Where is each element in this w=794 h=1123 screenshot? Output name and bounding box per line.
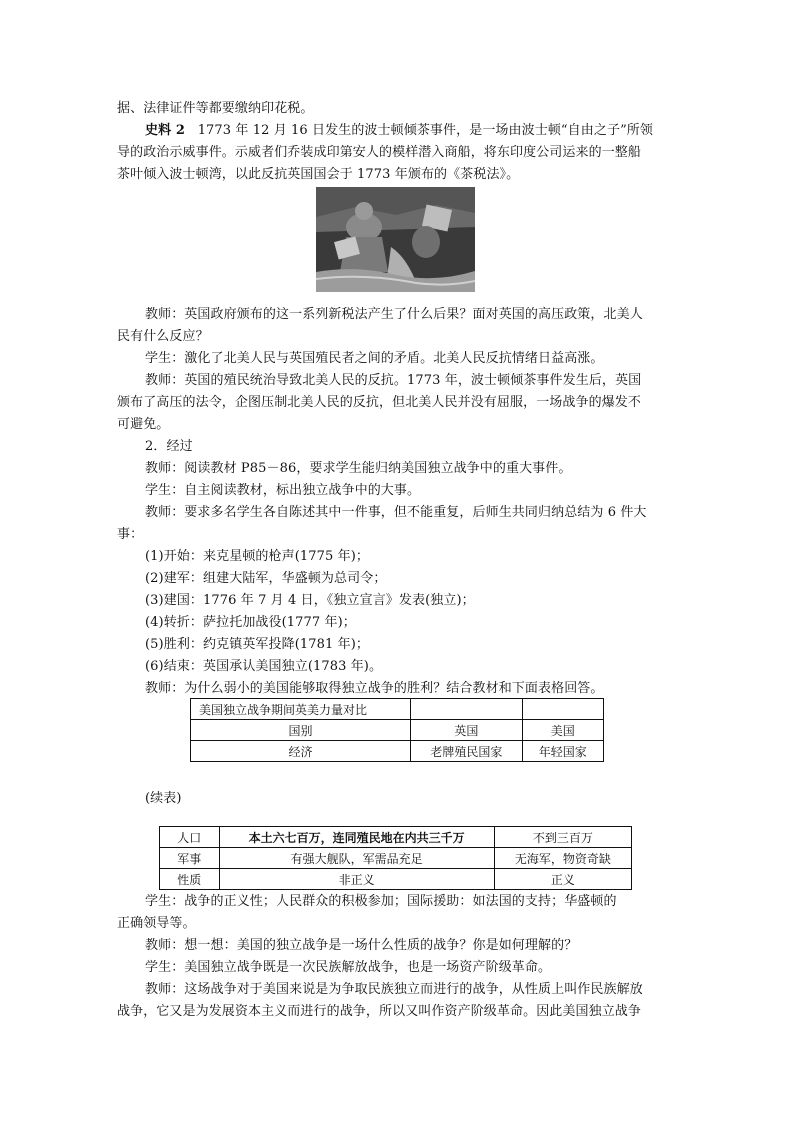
event-item: (1)开始：来克星顿的枪声(1775 年)； [145, 549, 369, 564]
table-cell: 老牌殖民国家 [411, 741, 523, 762]
table-row [160, 827, 632, 848]
paragraph-line: 学生：战争的正义性；人民群众的积极参加；国际援助：如法国的支持；华盛顿的 [145, 894, 617, 909]
paragraph-line: 事： [117, 527, 144, 542]
table-header-cell: 国别 [191, 720, 411, 741]
table-caption-cell: 美国独立战争期间英美力量对比 [191, 699, 411, 720]
event-item: (3)建国：1776 年 7 月 4 日，《独立宣言》发表(独立)； [145, 593, 475, 608]
paragraph-line: 学生：自主阅读教材，标出独立战争中的大事。 [145, 483, 421, 498]
paragraph-line: 学生：美国独立战争既是一次民族解放战争，也是一场资产阶级革命。 [145, 960, 552, 975]
table-cell: 年轻国家 [522, 741, 603, 762]
table-cell [522, 699, 603, 720]
table-cell: 军事 [160, 848, 220, 869]
event-item: (2)建军：组建大陆军，华盛顿为总司令； [145, 571, 387, 586]
paragraph-line: 茶叶倾入波士顿湾，以此反抗英国国会于 1773 年颁布的《茶税法》。 [117, 167, 520, 182]
engraving-illustration [316, 187, 475, 292]
paragraph-line: 教师：英国政府颁布的这一系列新税法产生了什么后果？面对英国的高压政策，北美人 [145, 307, 643, 322]
paragraph-line: 正确领导等。 [117, 916, 196, 931]
source-label: 史料 2 [145, 123, 185, 138]
paragraph-line: 导的政治示威事件。示威者们乔装成印第安人的模样潜入商船，将东印度公司运来的一整船 [117, 145, 642, 160]
table-cell [411, 699, 523, 720]
paragraph-line: 教师：这场战争对于美国来说是为争取民族独立而进行的战争，从性质上叫作民族解放 [145, 982, 643, 997]
event-item: (4)转折：萨拉托加战役(1777 年)； [145, 615, 356, 630]
paragraph-line: 民有什么反应？ [117, 329, 209, 344]
section-heading: 2．经过 [145, 439, 193, 454]
table-row [160, 848, 632, 869]
boston-tea-party-image [316, 187, 475, 292]
table-header-cell: 英国 [411, 720, 523, 741]
event-item: (6)结束：英国承认美国独立(1783 年)。 [145, 659, 383, 674]
paragraph-line: 颁布了高压的法令，企图压制北美人民的反抗，但北美人民并没有屈服，一场战争的爆发不 [117, 395, 642, 410]
table-row [191, 699, 604, 720]
table-row [191, 720, 604, 741]
paragraph-line: 教师：要求多名学生各自陈述其中一件事，但不能重复，后师生共同归纳总结为 6 件大 [145, 505, 647, 520]
paragraph-line: 战争，它又是为发展资本主义而进行的战争，所以又叫作资产阶级革命。因此美国独立战争 [117, 1004, 642, 1019]
paragraph-line: 教师：为什么弱小的美国能够取得独立战争的胜利？结合教材和下面表格回答。 [145, 681, 604, 696]
source-2-line [145, 120, 705, 142]
table-cell: 性质 [160, 869, 220, 890]
table-cell: 人口 [160, 827, 220, 848]
paragraph-line: 教师：英国的殖民统治导致北美人民的反抗。1773 年，波士顿倾茶事件发生后，英国 [145, 373, 642, 388]
table-cell: 非正义 [219, 869, 494, 890]
table-cell: 正义 [494, 869, 631, 890]
paragraph-line: 教师：阅读教材 P85－86，要求学生能归纳美国独立战争中的重大事件。 [145, 461, 572, 476]
table-row [160, 869, 632, 890]
paragraph-line: 据、法律证件等都要缴纳印花税。 [117, 101, 314, 116]
paragraph-line: 学生：激化了北美人民与英国殖民者之间的矛盾。北美人民反抗情绪日益高涨。 [145, 351, 604, 366]
table-cell: 不到三百万 [494, 827, 631, 848]
table-cell: 本土六七百万，连同殖民地在内共三千万 [219, 827, 494, 848]
table-continued-label: (续表) [145, 791, 182, 806]
event-item: (5)胜利：约克镇英军投降(1781 年)； [145, 637, 369, 652]
table-cell: 有强大舰队，军需品充足 [219, 848, 494, 869]
table-row [191, 741, 604, 762]
table-header-cell: 美国 [522, 720, 603, 741]
source-text: 1773 年 12 月 16 日发生的波士顿倾茶事件，是一场由波士顿“自由之子”所领 [197, 123, 654, 138]
table-cell: 无海军，物资奇缺 [494, 848, 631, 869]
comparison-table [190, 698, 604, 762]
paragraph-line: 教师：想一想：美国的独立战争是一场什么性质的战争？你是如何理解的？ [145, 938, 578, 953]
table-cell: 经济 [191, 741, 411, 762]
paragraph-line: 可避免。 [117, 417, 170, 432]
comparison-table-continued [159, 826, 632, 890]
